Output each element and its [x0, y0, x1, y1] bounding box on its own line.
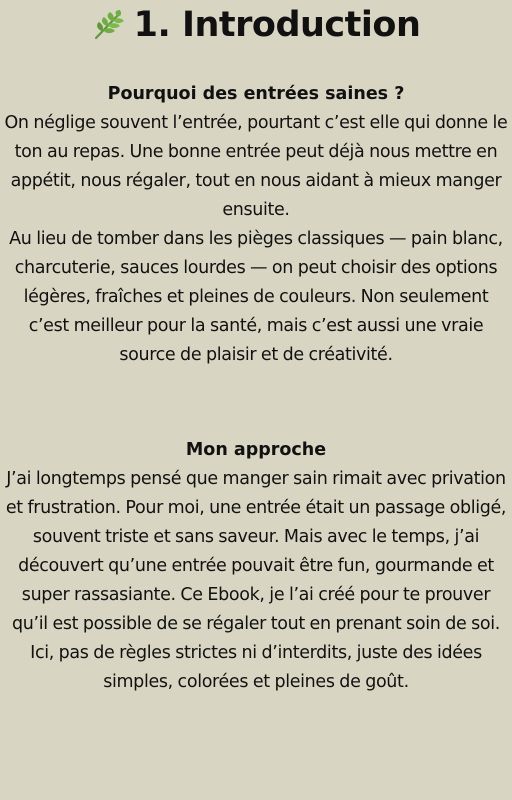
section-paragraph: J’ai longtemps pensé que manger sain rimait avec privation et frustration. Pour moi, une entrée était un passage obligé, souvent triste et sans saveur. Mais avec le temps, j’ai découvert qu’une entrée pouvait être fun, gourmande et super rassasiante. Ce Ebook, je l’ai créé pour te prouver qu’il est possible de se régaler tout en prenant soin de soi. Ici, pas de règles strictes ni d’interdits, juste des idées simples, colorées et pleines de goût.: [5, 469, 507, 692]
page-title: [2, 0, 510, 48]
page-title-text: 1. Introduction: [133, 5, 421, 45]
section-heading: Pourquoi des entrées saines ?: [107, 84, 405, 104]
herb-leaf-icon: [92, 8, 126, 42]
section-heading: Mon approche: [185, 440, 327, 460]
section-healthy-starters: [2, 80, 510, 370]
section-my-approach: [2, 436, 510, 697]
section-paragraph: Au lieu de tomber dans les pièges classiques — pain blanc, charcuterie, sauces lourdes — on peut choisir des options légères, fraîches et pleines de couleurs. Non seulement c’est meilleur pour la santé, mais c’est aussi une vraie source de plaisir et de créativité.: [9, 229, 503, 365]
section-paragraph: On néglige souvent l’entrée, pourtant c’est elle qui donne le ton au repas. Une bonne entrée peut déjà nous mettre en appétit, nous régaler, tout en nous aidant à mieux manger ensuite.: [4, 113, 508, 220]
